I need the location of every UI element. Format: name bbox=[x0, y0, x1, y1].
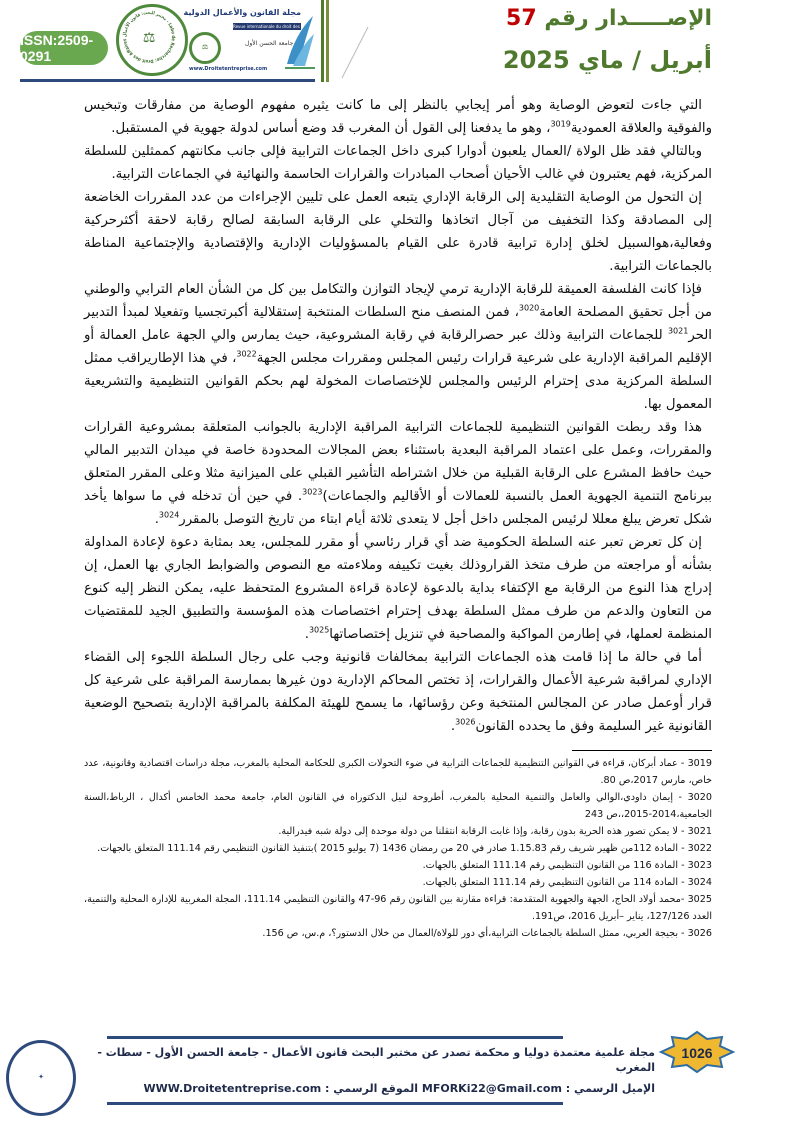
issue-date: أبريل / ماي 2025 bbox=[502, 46, 712, 74]
paragraph-text: التي جاءت لتعوض الوصاية وهو أمر إيجابي بالنظر إلى ما كانت يثيره مفهوم الوصاية من مفارقات وتبخيس والفوقية والعلاقة العمودية bbox=[84, 98, 712, 136]
footer-divider-bottom bbox=[107, 1102, 563, 1105]
journal-name-fr: Revue internationale du droit des affaires bbox=[233, 24, 316, 29]
paragraph-text: ، فمن المنصف منح السلطات المنتخبة إستقلالية أكبرتجسيا وتفعيلا لمبدأ التدبير الحر bbox=[84, 305, 712, 343]
page-number: 1026 bbox=[681, 1045, 713, 1061]
paragraph-text: للجماعات الترابية وذلك عبر حصرالرقابة في رقابة المشروعية، حيث يمارس والي الجهة عامل العمالة أو الإقليم المراقبة الإدارية على شرعية قرارات رئيس المجلس ومقررات مجلس الجهة bbox=[84, 328, 712, 366]
paragraph bbox=[84, 416, 712, 531]
scales-icon: ⚖ bbox=[142, 30, 156, 46]
footnote-ref[interactable]: 3022 bbox=[236, 349, 257, 359]
footnote: 3024 - المادة 114 من القانون التنظيمي رقم 111.14 المتعلق بالجهات. bbox=[422, 877, 712, 888]
page-number-badge bbox=[660, 1031, 734, 1073]
paragraph-text: ، في هذا الإطاريراقب ممثل السلطة المركزية مدى إحترام الرئيس والمجلس للإختصاصات المخولة لهم بحكم القوانين التنظيمية والتشريعية المعمول بها. bbox=[84, 351, 712, 412]
seal-star-icon: ✦ bbox=[38, 1073, 44, 1082]
paragraph-text: فإذا كانت الفلسفة العميقة للرقابة الإدارية ترمي لإيجاد التوازن والتكامل بين كل من الشأن العام الترابي والوطني من أجل تحقيق المصلحة العامة bbox=[84, 282, 712, 320]
header-vertical-bar bbox=[326, 0, 329, 82]
small-seal-icon: ⚖ bbox=[189, 32, 221, 64]
header-vertical-bar bbox=[321, 0, 324, 82]
decorative-slash-icon bbox=[340, 25, 370, 80]
paragraph-text: . bbox=[154, 512, 159, 527]
paragraph-text: . bbox=[304, 627, 309, 642]
university-name: جامعة الحسن الأول bbox=[245, 40, 294, 47]
footnote-ref[interactable]: 3021 bbox=[667, 326, 689, 336]
footnote-ref[interactable]: 3023 bbox=[302, 487, 323, 497]
paragraph-text: وبالتالي فقد ظل الولاة /العمال يلعبون أدوارا كبرى داخل الجماعات الترابية فإلى جانب مكانتهم كممثلين للسلطة المركزية، فهم يعتبرون في غالب الأحيان أصحاب المبادرات والقرارات الحاسمة والنهائية في الجماعات الترابية. bbox=[84, 144, 712, 182]
logo-website: www.Droitetentreprise.com bbox=[189, 66, 268, 72]
footnote-ref[interactable]: 3026 bbox=[455, 717, 476, 727]
footnote-ref[interactable]: 3025 bbox=[308, 625, 330, 635]
header-divider bbox=[20, 79, 315, 82]
paragraph bbox=[84, 278, 712, 416]
footnote-ref[interactable]: 3019 bbox=[550, 119, 571, 129]
footnotes bbox=[84, 755, 712, 942]
journal-logo bbox=[185, 4, 315, 76]
paragraph bbox=[84, 531, 712, 646]
footnote-separator bbox=[572, 750, 712, 751]
footnote: 3025 -محمد أولاد الحاج، الجهة والجهوية المتقدمة: قراءة مقارنة بين القانون رقم 96-47 والقانون التنظيمي 111.14، المجلة المغربية للإدارة المحلية والتنمية، العدد 127/126، يناير –أبريل 2016، ص191. bbox=[84, 894, 712, 922]
issue-title bbox=[506, 4, 712, 34]
footnote: 3022 - المادة 112من ظهير شريف رقم 1.15.83 صادر في 20 من رمضان 1436 (7 يوليو 2015 )بتنفيذ القانون التنظيمي رقم 111.14 المتعلق بالجهات. bbox=[97, 843, 712, 854]
lab-seal-text: مختبر البحث: قانون الأعمال - Labo de Recherche: Droit des Affaires bbox=[122, 10, 176, 64]
paragraph-text: ، وهو ما يدفعنا إلى القول أن المغرب قد وضع أساس لدولة جهوية في المستقبل. bbox=[111, 121, 551, 136]
paragraph bbox=[84, 140, 712, 186]
paragraph-text: إن التحول من الوصاية التقليدية إلى الرقابة الإداري يتبعه العمل على تليين الإجراءات من عدد المقررات الخاضعة إلى المصادقة وكذا التخفيف من آجال اتخاذها والتخلي على الرقابة السابقة لصالح رقابة لاحقة أكثرحركية وفعالية،هوالسبيل لخلق إدارة ترابية قادرة على القيام بالمسؤوليات الإدارية والإقتصادية والإجتماعية المناطة بالجماعات الترابية. bbox=[84, 190, 712, 274]
footnote: 3020 - إيمان داودي،الوالي والعامل والتنمية المحلية بالمغرب، أطروحة لنيل الدكتوراه في القانون العام، جامعة محمد الخامس أكدال ، الرباط،السنة الجامعية،2014-2015،،ص 243 bbox=[84, 792, 712, 820]
paragraph bbox=[84, 186, 712, 278]
paragraph-text: هذا وقد ربطت القوانين التنظيمية للجماعات الترابية المراقبة الإدارية بالجوانب المتعلقة بمشروعية القرارات والمقررات، وعمل على اعتماد المراقبة البعدية باستثناء بعض المجالات المحدودة خاصة في ميدان التدبير المالي حيث حافظ المشرع على الرقابة القبلية من خلال اشتراطه التأشير القبلي على الميزانية مثلا وعلى المقرر المتعلق ببرنامج التنمية الجهوية العمل بالنسبة للعمالات أو الأقاليم والجماعات) bbox=[84, 420, 712, 504]
lab-seal-logo bbox=[116, 4, 188, 76]
paragraph bbox=[84, 94, 712, 140]
paragraph-text: . bbox=[450, 719, 456, 734]
article-body bbox=[84, 94, 712, 738]
paragraph-text: أما في حالة ما إذا قامت هذه الجماعات الترابية بمخالفات قانونية وجب على رجال السلطة اللجوء إلى القضاء الإداري لمراقبة شرعية الأعمال والقرارات، إذ تختص المحاكم الإدارية دون غيرها بممارسة المراقبة على شرعية كل قرار أوعمل صادر عن المجالس المنتخبة وعن رؤسائها، ما يسمح للهيئة المكلفة بالمراقبة الإدارية بتصحيح الوضعية القانونية غير السليمة وفق ما يحدده القانون bbox=[84, 650, 712, 734]
footnote: 3026 - بجيجة العربي، ممثل السلطة بالجماعات الترابية،أي دور للولاة/العمال من خلال الدستور؟، م.س، ص 156. bbox=[262, 928, 712, 939]
footnote: 3019 - عماد أبركان، قراءة في القوانين التنظيمية للجماعات الترابية في ضوء التحولات الكبرى للحكامة المحلية بالمغرب، مجلة دراسات اقتصادية وقانونية، عدد خاص، مارس 2017،ص 80. bbox=[84, 758, 712, 786]
footnote: 3021 - لا يمكن تصور هذه الحرية بدون رقابة، وإذا غابت الرقابة انتقلنا من دولة موحدة إلى دولة شبه فيدرالية. bbox=[278, 826, 712, 837]
footer-journal-description: مجلة علمية معتمدة دوليا و محكمة تصدر عن مختبر البحث قانون الأعمال - جامعة الحسن الأول - سطات - المغرب bbox=[97, 1046, 655, 1074]
lab-seal-ring bbox=[119, 7, 179, 67]
issue-number: 57 bbox=[506, 6, 537, 31]
director-seal-logo bbox=[6, 1040, 76, 1116]
book-leaves-icon bbox=[285, 14, 315, 69]
footer-divider-top bbox=[107, 1036, 563, 1039]
footnote: 3023 - المادة 116 من القانون التنظيمي رقم 111.14 المتعلق بالجهات. bbox=[422, 860, 712, 871]
footer bbox=[78, 1036, 655, 1105]
footnote-ref[interactable]: 3020 bbox=[518, 303, 540, 313]
footer-contact: الإميل الرسمي : MFORKi22@Gmail.com الموقع الرسمي : WWW.Droitetentreprise.com bbox=[143, 1082, 655, 1095]
paragraph-text: . في حين أن تدخله في ما سواها يأخد شكل تعرض يبلغ معللا لرئيس المجلس داخل أجل لا يتعدى ثلاثة أيام ابتاء من تاريخ التوصل بالمقرر bbox=[84, 489, 712, 527]
journal-name-ar: مجلة القانون والأعمال الدولية bbox=[183, 8, 301, 17]
paragraph-text: إن كل تعرض تعبر عنه السلطة الحكومية ضد أي قرار رئاسي أو مقرر للمجلس، يعد بمثابة دعوة لإعادة المداولة بشأنه أو مراجعته من طرف متخذ القراروذلك بغيت تكييفه وملاءمته مع النصوص والضوابط الجاري بها العمل، إن إدراج هذا النوع من الرقابة مع الإكتفاء بداية بالدعوة لإعادة قراءة المشروع المتحفظ عليه، يمكن النظر إليه كنوع من التعاون والدعم من طرف ممثل السلطة بهدف إحترام اختصاصات هذه المؤسسة والتطبيق الجيد للمقتضيات المنظمة لعملها، في إطارمن المواكبة والمصاحبة في تنزيل إختصاصاتها bbox=[84, 535, 712, 642]
paragraph bbox=[84, 646, 712, 738]
footnote-ref[interactable]: 3024 bbox=[158, 510, 180, 520]
issue-label: الإصـــــدار رقم bbox=[544, 6, 712, 31]
page-content bbox=[84, 94, 712, 942]
star-badge-icon bbox=[660, 1031, 734, 1073]
issn-badge: ISSN:2509-0291 bbox=[20, 31, 108, 65]
